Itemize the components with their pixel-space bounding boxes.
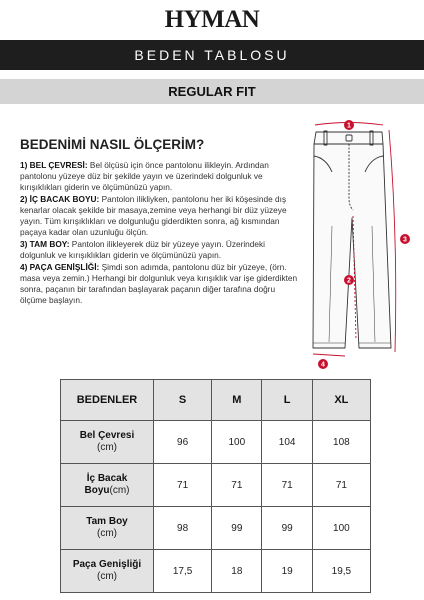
step-inseam [20, 194, 302, 238]
table-cell: 99 [212, 507, 262, 550]
step-text: Pantolon ilikleyerek düz bir yüzeye yayın. Üzerindeki dolgunluk ve kırışıklıkları giderin ve ölçümünüzü yapın. [20, 239, 266, 260]
table-cell: 98 [154, 507, 212, 550]
row-unit: (cm) [97, 571, 117, 582]
size-column-l: L [262, 380, 312, 421]
row-unit: (cm) [97, 442, 117, 453]
step-text: Bel ölçüsü için önce pantolonu ilikleyin. Ardından pantolonu yüzeye düz bir şekilde yayın ve üzerindeki dolgunluk ve kırışıklıkları giderin ve ölçümünüzü yapın. [20, 160, 269, 192]
table-cell: 71 [262, 464, 312, 507]
size-column-xl: XL [312, 380, 370, 421]
size-column-m: M [212, 380, 262, 421]
table-cell: 71 [312, 464, 370, 507]
step-label: 4) PAÇA GENİŞLİĞİ: [20, 262, 100, 272]
row-name: Tam Boy [86, 516, 128, 527]
table-cell: 100 [312, 507, 370, 550]
marker-4-label: 4 [321, 361, 325, 369]
step-text: Şimdi son adımda, pantolonu düz bir yüzeye, (örn. masa veya zemin.) Herhangi bir dolgunluk veya kırışıklık var işe giderdikten sonra, paçanın bir tarafından başlayarak paçanın diğer tarafına doğru ölçüme başlayın. [20, 262, 298, 305]
size-header-label: BEDENLER [61, 380, 154, 421]
table-cell: 18 [212, 550, 262, 593]
table-cell: 108 [312, 421, 370, 464]
row-unit: (cm) [109, 485, 130, 496]
row-label-waist [61, 421, 154, 464]
row-name-cont: Boyu [84, 485, 110, 496]
table-cell: 96 [154, 421, 212, 464]
table-cell: 71 [212, 464, 262, 507]
table-cell: 104 [262, 421, 312, 464]
marker-2-label: 2 [347, 277, 351, 285]
table-cell: 99 [262, 507, 312, 550]
step-full-length [20, 239, 302, 261]
table-cell: 19 [262, 550, 312, 593]
step-label: 3) TAM BOY: [20, 239, 70, 249]
step-leg-opening [20, 262, 302, 306]
table-cell: 19,5 [312, 550, 370, 593]
fit-label: REGULAR FIT [0, 79, 424, 104]
step-label: 1) BEL ÇEVRESİ: [20, 160, 88, 170]
howto-title: BEDENİMİ NASIL ÖLÇERİM? [20, 137, 205, 152]
table-row [61, 464, 371, 507]
size-header-row [61, 380, 371, 421]
row-name: Paça Genişliği [72, 559, 142, 570]
table-row [61, 421, 371, 464]
size-column-s: S [154, 380, 212, 421]
row-unit: (cm) [97, 528, 117, 539]
size-table [60, 379, 371, 593]
trousers-outline [313, 132, 391, 348]
table-cell: 100 [212, 421, 262, 464]
marker-3-label: 3 [403, 236, 407, 244]
row-name: Bel Çevresi [79, 430, 135, 441]
measure-instructions [20, 160, 302, 307]
row-name: İç Bacak [86, 473, 128, 484]
table-row [61, 507, 371, 550]
trousers-diagram [296, 116, 420, 372]
step-text: Pantolon ilikliyken, pantolonu her iki köşesinde dış kenarlar olacak şekilde bir masaya,zemine veya herhangi bir düz yüzeye yayın. Tüm kırışıklıkları ve dolgunluğu giderdikten sonra, ağ kısmından paçaya kadar olan uzunluğu ölçün. [20, 194, 287, 237]
marker-1-label: 1 [347, 122, 351, 130]
row-label-leg-opening [61, 550, 154, 593]
hem-measure-line [313, 354, 345, 356]
brand-logo: HYMAN [164, 6, 260, 33]
step-label: 2) İÇ BACAK BOYU: [20, 194, 100, 204]
step-waist [20, 160, 302, 193]
page-title: BEDEN TABLOSU [0, 40, 424, 70]
table-row [61, 550, 371, 593]
row-label-inseam [61, 464, 154, 507]
row-label-full-length [61, 507, 154, 550]
table-cell: 71 [154, 464, 212, 507]
table-cell: 17,5 [154, 550, 212, 593]
